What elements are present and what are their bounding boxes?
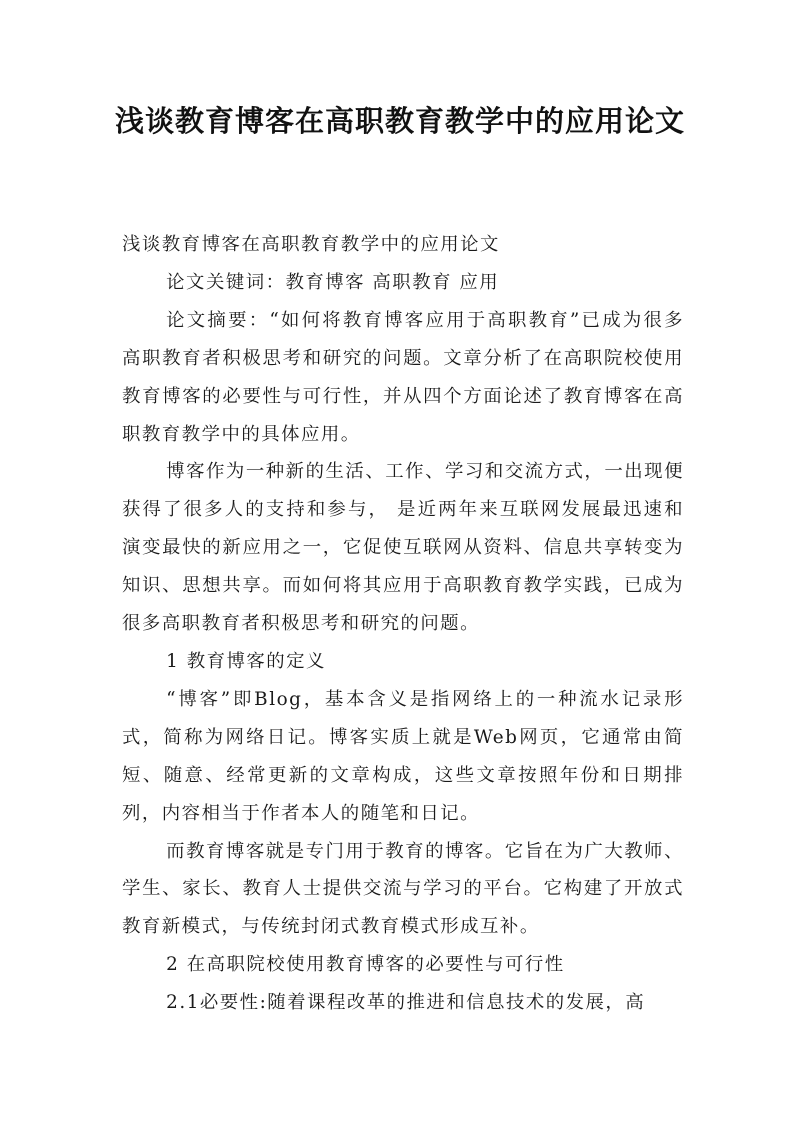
paragraph-abstract: 论文摘要：“如何将教育博客应用于高职教育”已成为很多高职教育者积极思考和研究的问题。文章分析了在高职院校使用教育博客的必要性与可行性，并从四个方面论述了教育博客在高职教育教学中的具体应用。 (122, 309, 684, 445)
document-title: 浅谈教育博客在高职教育教学中的应用论文 (114, 104, 685, 138)
section-heading-2: 2 在高职院校使用教育博客的必要性与可行性 (166, 954, 565, 976)
paragraph-edu-blog-definition: 而教育博客就是专门用于教育的博客。它旨在为广大教师、学生、家长、教育人士提供交流与学习的平台。它构建了开放式教育新模式，与传统封闭式教育模式形成互补。 (122, 840, 684, 938)
paragraph-keywords: 论文关键词：教育博客 高职教育 应用 (166, 271, 500, 293)
section-heading-1: 1 教育博客的定义 (166, 650, 326, 672)
document-body (122, 226, 684, 1022)
paragraph-necessity: 2.1必要性:随着课程改革的推进和信息技术的发展，高 (166, 992, 646, 1014)
paragraph-blog-definition: “博客”即Blog，基本含义是指网络上的一种流水记录形式，简称为网络日记。博客实质上就是Web网页，它通常由简短、随意、经常更新的文章构成，这些文章按照年份和日期排列，内容相当于作者本人的随笔和日记。 (122, 688, 684, 824)
paragraph-subtitle: 浅谈教育博客在高职教育教学中的应用论文 (122, 234, 500, 255)
paragraph-intro: 博客作为一种新的生活、工作、学习和交流方式，一出现便获得了很多人的支持和参与， 是近两年来互联网发展最迅速和演变最快的新应用之一，它促使互联网从资料、信息共享转变为知识、思想共享。而如何将其应用于高职教育教学实践，已成为很多高职教育者积极思考和研究的问题。 (122, 461, 684, 635)
